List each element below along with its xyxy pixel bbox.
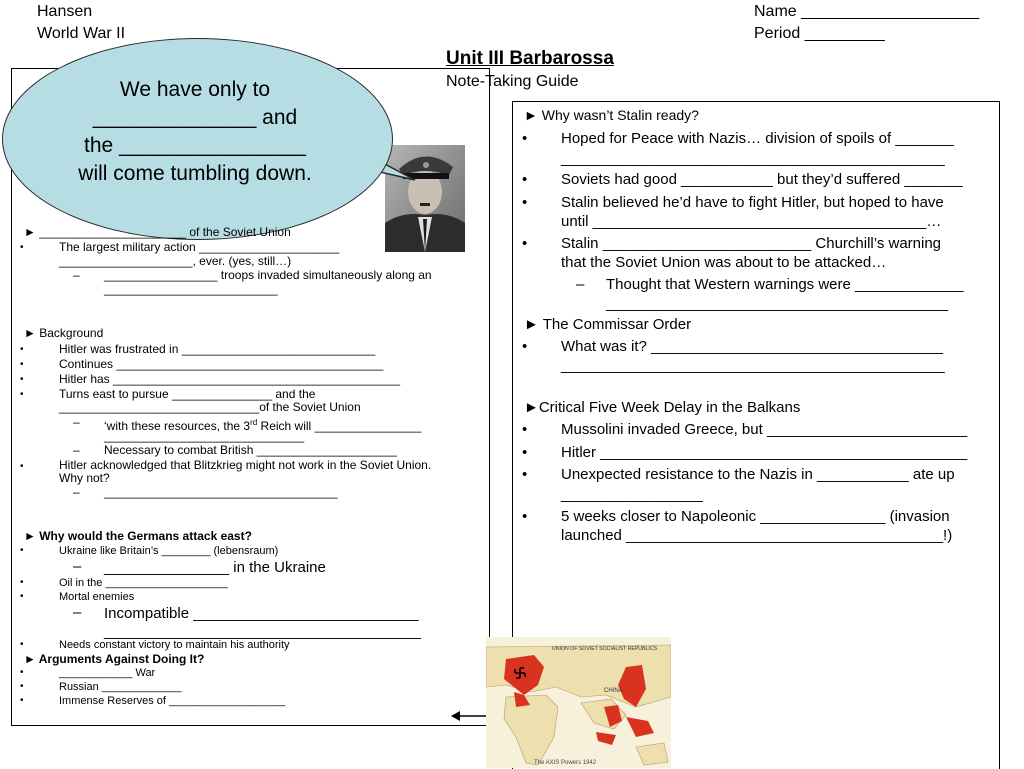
bubble-line: ______________ and (92, 106, 298, 129)
delay-item: 5 weeks closer to Napoleonic _______________ (invasion (561, 508, 950, 525)
dash-icon: – (73, 268, 80, 282)
bullet-icon: • (522, 235, 528, 252)
student-name-field: Name ____________________ (754, 3, 980, 20)
dash-icon: – (73, 604, 82, 621)
stalin-subitem-cont: _________________________________________ (606, 295, 949, 312)
background-heading: ► Background (24, 326, 104, 340)
invasion-item: The largest military action _____________________ (59, 240, 340, 254)
why-item: Ukraine like Britain’s ________ (lebensraum) (59, 545, 279, 557)
argument-item: ____________ War (59, 667, 156, 679)
teacher-name: Hansen (37, 3, 93, 20)
bullet-icon: • (20, 374, 24, 385)
why-item: Mortal enemies (59, 591, 135, 603)
bullet-icon: • (20, 461, 24, 472)
course-name: World War II (37, 25, 126, 42)
dash-icon: – (73, 558, 82, 575)
stalin-item-cont: that the Soviet Union was about to be attacked… (561, 254, 887, 271)
background-subitem: Necessary to combat British _____________________ (104, 443, 397, 457)
period-field: Period _________ (754, 25, 885, 42)
map-caption: The AXIS Powers 1942 (534, 760, 597, 766)
commissar-item: What was it? ___________________________________ (561, 338, 944, 355)
delay-item: Unexpected resistance to the Nazis in ___________ ate up (561, 466, 955, 483)
bubble-line: will come tumbling down. (78, 162, 312, 185)
dash-icon: – (73, 485, 80, 499)
bullet-icon: • (20, 359, 24, 370)
stalin-heading: ► Why wasn’t Stalin ready? (524, 107, 699, 123)
invasion-subitem: _________________ troops invaded simultaneously along an (104, 268, 432, 282)
bullet-icon: • (20, 577, 24, 588)
argument-item: Immense Reserves of ___________________ (59, 695, 286, 707)
bullet-icon: • (20, 545, 24, 556)
stalin-item: Stalin believed he’d have to fight Hitler, but hoped to have (561, 194, 944, 211)
dash-icon: – (73, 443, 80, 457)
bullet-icon: • (20, 389, 24, 400)
why-subitem: Incompatible ___________________________ (104, 605, 419, 622)
bullet-icon: • (522, 194, 528, 211)
map-ussr-label: UNION OF SOVIET SOCIALIST REPUBLICS (552, 646, 658, 652)
delay-item: Hitler ____________________________________________ (561, 444, 968, 461)
dash-icon: – (576, 276, 585, 293)
background-item: Turns east to pursue _______________ and the (59, 387, 316, 401)
background-subitem: ___________________________________ (104, 485, 338, 499)
background-subitem: ‘with these resources, the 3rd Reich will ________________ (104, 418, 422, 433)
why-heading: ► Why would the Germans attack east? (24, 529, 252, 543)
bullet-icon: • (522, 130, 528, 147)
bullet-icon: • (20, 681, 24, 692)
background-item: Hitler acknowledged that Blitzkrieg might not work in the Soviet Union. (59, 458, 432, 472)
bullet-icon: • (522, 171, 528, 188)
invasion-heading: ► ______________________ of the Soviet Union (24, 225, 291, 239)
bullet-icon: • (20, 667, 24, 678)
bubble-line: the ________________ (84, 134, 306, 157)
map-china-label: CHINA (604, 688, 623, 694)
why-subitem: _______________ in the Ukraine (104, 559, 326, 576)
bullet-icon: • (522, 338, 528, 355)
axis-powers-map (486, 637, 671, 768)
bullet-icon: • (20, 695, 24, 706)
why-item: Needs constant victory to maintain his authority (59, 639, 290, 651)
background-item: Hitler has ___________________________________________ (59, 372, 400, 386)
background-item: Continues ________________________________________ (59, 357, 384, 371)
bullet-icon: • (522, 444, 528, 461)
bullet-icon: • (20, 344, 24, 355)
background-item-cont: Why not? (59, 471, 110, 485)
bullet-icon: • (522, 508, 528, 525)
invasion-subitem-cont: __________________________ (104, 282, 278, 296)
delay-item-cont: launched ______________________________________!) (561, 527, 953, 544)
bubble-line: We have only to (119, 78, 271, 101)
stalin-item-cont: until ________________________________________… (561, 213, 942, 230)
bullet-icon: • (522, 421, 528, 438)
background-item: Hitler was frustrated in _____________________________ (59, 342, 376, 356)
why-item: Oil in the ____________________ (59, 577, 228, 589)
page-subtitle: Note-Taking Guide (446, 73, 579, 90)
delay-item: Mussolini invaded Greece, but ________________________ (561, 421, 968, 438)
bullet-icon: • (20, 242, 24, 253)
stalin-item: Soviets had good ___________ but they’d suffered _______ (561, 171, 963, 188)
stalin-item: Hoped for Peace with Nazis… division of spoils of _______ (561, 130, 954, 147)
arrow-left-icon (450, 709, 490, 723)
page-title: Unit III Barbarossa (446, 48, 614, 69)
arguments-heading: ► Arguments Against Doing It? (24, 652, 205, 666)
delay-item-cont: _________________ (561, 486, 703, 503)
argument-item: Russian _____________ (59, 681, 182, 693)
why-subitem-cont: ______________________________________ (104, 623, 422, 640)
commissar-heading: ► The Commissar Order (524, 316, 692, 333)
background-subitem-cont: ______________________________ (104, 429, 305, 443)
invasion-item-cont: ____________________, ever. (yes, still…) (59, 254, 292, 268)
background-item-cont: ______________________________of the Soviet Union (59, 400, 361, 414)
dash-icon: – (73, 415, 80, 429)
stalin-subitem: Thought that Western warnings were _____________ (606, 276, 964, 293)
commissar-item-cont: ______________________________________________ (561, 357, 945, 374)
bullet-icon: • (20, 591, 24, 602)
stalin-item-cont: ______________________________________________ (561, 150, 945, 167)
bullet-icon: • (522, 466, 528, 483)
speech-bubble-text (40, 76, 350, 188)
delay-heading: ►Critical Five Week Delay in the Balkans (524, 399, 801, 416)
stalin-item: Stalin _________________________ Churchill’s warning (561, 235, 942, 252)
bullet-icon: • (20, 639, 24, 650)
